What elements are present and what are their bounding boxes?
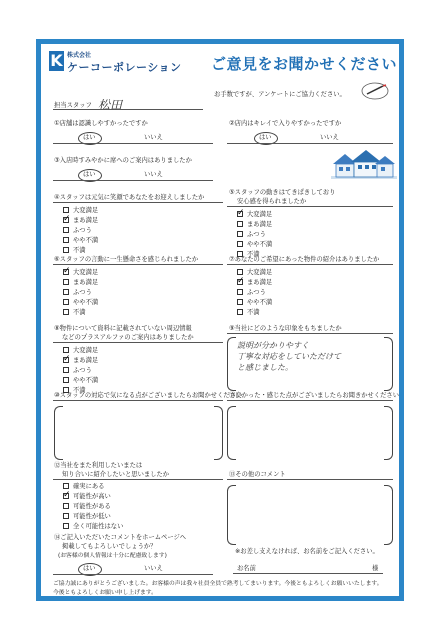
q4-option[interactable] xyxy=(63,246,86,256)
q12-option-label: 可能性がある xyxy=(73,503,111,510)
q2-underline xyxy=(227,143,393,144)
q11-text: ⑪良かった・感じた点がございましたらお聞きかせください xyxy=(229,392,400,399)
q4-option-label: ふつう xyxy=(73,227,92,234)
q6-option[interactable] xyxy=(63,278,98,288)
q11-underline xyxy=(227,400,393,401)
checkbox-icon[interactable] xyxy=(63,299,69,305)
staff-underline xyxy=(53,109,203,110)
q12-option[interactable] xyxy=(63,502,111,512)
q12-text-line2: 知り合いに紹介したいと思いましたか xyxy=(62,471,170,478)
checkbox-icon[interactable] xyxy=(63,247,69,253)
staff-name-handwritten: 松田 xyxy=(98,98,123,112)
q4-option-label: まあ満足 xyxy=(73,217,99,224)
q9-handwritten-line3: と感じました。 xyxy=(237,363,293,372)
q7-option-label: やや不満 xyxy=(247,299,273,306)
q4-underline xyxy=(53,202,223,203)
q10-bracket-right[interactable] xyxy=(214,406,223,460)
q5-text-line1: ⑤スタッフの動きはてきぱきしており xyxy=(229,189,336,196)
q8-option-label: 大変満足 xyxy=(73,347,99,354)
checkbox-icon[interactable] xyxy=(63,309,69,315)
q6-option-label: やや不満 xyxy=(73,299,99,306)
q7-option[interactable] xyxy=(237,308,260,318)
q4-text: ④スタッフは元気に笑顔であなたをお迎えしましたか xyxy=(54,194,205,201)
checkbox-icon[interactable] xyxy=(63,289,69,295)
q12-option[interactable] xyxy=(63,512,111,522)
checkbox-icon[interactable] xyxy=(63,279,69,285)
q5-option-label: やや不満 xyxy=(247,241,273,248)
q8-option-label: ふつう xyxy=(73,367,92,374)
checkbox-icon[interactable] xyxy=(63,513,69,519)
q14-text-line3: (お客様の個人情報は十分に配慮致します) xyxy=(58,553,167,559)
q9-handwritten-line1: 説明が分かりやすく xyxy=(237,341,309,350)
q8-text-line2: などのプラスアルファのご案内はありましたか xyxy=(62,334,194,341)
q12-option-label: 確実にある xyxy=(73,483,105,490)
q9-underline xyxy=(227,333,393,334)
q4-option-label: 不満 xyxy=(73,247,86,254)
name-label: お名前 xyxy=(237,565,256,572)
q11-bracket-left[interactable] xyxy=(227,406,236,460)
intro-text: お手数ですが、アンケートにご協力ください。 xyxy=(214,91,346,98)
q6-option-label: ふつう xyxy=(73,289,92,296)
q6-option[interactable] xyxy=(63,308,86,318)
q14-text-line2: 掲載してもよろしいでしょうか？ xyxy=(62,543,157,550)
q5-option[interactable] xyxy=(237,220,272,230)
q7-text: ⑦あなたのご希望にあった物件の紹介はありましたか xyxy=(229,256,380,263)
checkbox-icon[interactable] xyxy=(237,269,243,275)
checkbox-icon[interactable] xyxy=(63,377,69,383)
q2-yes[interactable]: はい xyxy=(259,134,272,141)
q7-option-label: まあ満足 xyxy=(247,279,273,286)
q12-text-line1: ⑫当社をまた利用したいまたは xyxy=(54,462,143,469)
q8-option[interactable] xyxy=(63,366,92,376)
checkbox-icon[interactable] xyxy=(63,493,69,499)
q8-text-line1: ⑧物件について資料に記載されていない周辺情報 xyxy=(54,325,192,332)
checkbox-icon[interactable] xyxy=(237,221,243,227)
q4-option[interactable] xyxy=(63,226,92,236)
q3-no[interactable]: いいえ xyxy=(144,171,163,178)
name-field[interactable] xyxy=(233,573,383,574)
q2-no[interactable]: いいえ xyxy=(320,134,339,141)
q14-no[interactable]: いいえ xyxy=(144,565,163,572)
q7-option-label: 不満 xyxy=(247,309,260,316)
checkbox-icon[interactable] xyxy=(63,217,69,223)
q6-option[interactable] xyxy=(63,298,98,308)
q5-option-label: 大変満足 xyxy=(247,211,273,218)
q12-option-label: 可能性が低い xyxy=(73,513,111,520)
checkbox-icon[interactable] xyxy=(63,347,69,353)
q5-underline xyxy=(227,206,393,207)
q12-underline xyxy=(53,479,223,480)
q8-underline xyxy=(53,342,223,343)
checkbox-icon[interactable] xyxy=(237,289,243,295)
q7-option-label: 大変満足 xyxy=(247,269,273,276)
name-suffix: 様 xyxy=(372,565,379,572)
q8-option-label: まあ満足 xyxy=(73,357,99,364)
q1-no[interactable]: いいえ xyxy=(144,134,163,141)
q10-text: ⑩スタッフの対応で気になる点がございましたらお聞かせください xyxy=(54,392,243,399)
company-logo-icon: K xyxy=(50,51,63,70)
checkbox-icon[interactable] xyxy=(237,241,243,247)
q6-option[interactable] xyxy=(63,268,98,278)
q9-bracket-right xyxy=(384,337,393,391)
q1-underline xyxy=(53,143,213,144)
checkbox-icon[interactable] xyxy=(63,483,69,489)
q7-underline xyxy=(227,264,393,265)
checkbox-icon[interactable] xyxy=(63,503,69,509)
company-name: ケーコーポレーション xyxy=(67,61,182,74)
q14-underline xyxy=(53,574,213,575)
q13-underline xyxy=(227,479,393,480)
checkbox-icon[interactable] xyxy=(63,523,69,529)
q13-bracket-right[interactable] xyxy=(384,485,393,545)
q8-option-label: 不満 xyxy=(73,387,86,394)
q7-option[interactable] xyxy=(237,288,266,298)
checkbox-icon[interactable] xyxy=(63,237,69,243)
checkbox-icon[interactable] xyxy=(63,367,69,373)
checkbox-icon[interactable] xyxy=(237,279,243,285)
survey-sheet xyxy=(36,39,404,601)
q4-option-label: 大変満足 xyxy=(73,207,99,214)
checkbox-icon[interactable] xyxy=(237,309,243,315)
survey-title: ご意見をお聞かせください xyxy=(211,55,398,73)
checkbox-icon[interactable] xyxy=(237,231,243,237)
footer-line2: 今後ともよろしくお願い申し上げます。 xyxy=(53,590,157,596)
q5-option[interactable] xyxy=(237,240,272,250)
q8-option-label: やや不満 xyxy=(73,377,99,384)
checkbox-icon[interactable] xyxy=(63,207,69,213)
q13-text: ⑬その他のコメント xyxy=(229,471,286,478)
checkbox-icon[interactable] xyxy=(63,269,69,275)
checkbox-icon[interactable] xyxy=(63,227,69,233)
q12-option[interactable] xyxy=(63,522,123,532)
q5-option[interactable] xyxy=(237,210,272,220)
q5-text-line2: 安心感を得られましたか xyxy=(237,198,307,205)
q1-text: ①店舗は認識しやすかったですか xyxy=(54,120,148,127)
checkbox-icon[interactable] xyxy=(237,299,243,305)
q5-option-label: ふつう xyxy=(247,231,266,238)
q8-option[interactable] xyxy=(63,356,98,366)
q14-yes[interactable]: はい xyxy=(83,565,96,572)
q7-option[interactable] xyxy=(237,298,272,308)
q9-handwritten-line2: 丁寧な対応をしていただけて xyxy=(237,352,341,361)
q6-option-label: まあ満足 xyxy=(73,279,99,286)
checkbox-icon[interactable] xyxy=(63,357,69,363)
checkbox-icon[interactable] xyxy=(237,211,243,217)
q5-option-label: 不満 xyxy=(247,251,260,258)
staff-label: 担当スタッフ xyxy=(54,102,92,109)
name-note: ※お差し支えなければ、お名前をご記入ください。 xyxy=(235,548,379,555)
q6-underline xyxy=(53,264,223,265)
q6-option-label: 不満 xyxy=(73,309,86,316)
q9-handwritten-answer xyxy=(237,340,341,373)
pen-icon xyxy=(353,80,393,104)
q8-option[interactable] xyxy=(63,376,98,386)
q10-underline xyxy=(53,400,223,401)
q11-bracket-right[interactable] xyxy=(384,406,393,460)
q6-option[interactable] xyxy=(63,288,92,298)
company-prefix: 株式会社 xyxy=(67,52,92,59)
q5-option[interactable] xyxy=(237,230,266,240)
q5-option-label: まあ満足 xyxy=(247,221,273,228)
houses-illustration-icon xyxy=(331,148,397,180)
q3-text: ③入店時すみやかに席へのご案内はありましたか xyxy=(54,157,192,164)
q4-option[interactable] xyxy=(63,216,98,226)
q14-text-line1: ⑭ご記入いただいたコメントをホームページへ xyxy=(54,534,187,541)
q4-option[interactable] xyxy=(63,236,98,246)
q7-option[interactable] xyxy=(237,278,272,288)
q10-bracket-left[interactable] xyxy=(54,406,63,460)
footer-line1: ご協力誠にありがとうございました。お客様の声は我々社員全員で熟考してまいります。今後ともよろしくお願いいたします。 xyxy=(53,581,383,587)
q6-option-label: 大変満足 xyxy=(73,269,99,276)
q1-yes[interactable]: はい xyxy=(83,134,96,141)
q9-text: ⑨当社にどのような印象をもちましたか xyxy=(229,325,342,332)
q2-text: ②店内はキレイで入りやすかったですか xyxy=(229,120,342,127)
q13-bracket-left[interactable] xyxy=(227,485,236,545)
q3-underline xyxy=(53,180,213,181)
q12-option-label: 可能性が高い xyxy=(73,493,111,500)
q4-option-label: やや不満 xyxy=(73,237,99,244)
q12-option[interactable] xyxy=(63,492,111,502)
q7-option-label: ふつう xyxy=(247,289,266,296)
q12-option-label: 全く可能性はない xyxy=(73,523,124,530)
q6-text: ⑥スタッフの言動に一生懸命さを感じられましたか xyxy=(54,256,199,263)
q3-yes[interactable]: はい xyxy=(83,171,96,178)
q9-bracket-left xyxy=(227,337,236,391)
